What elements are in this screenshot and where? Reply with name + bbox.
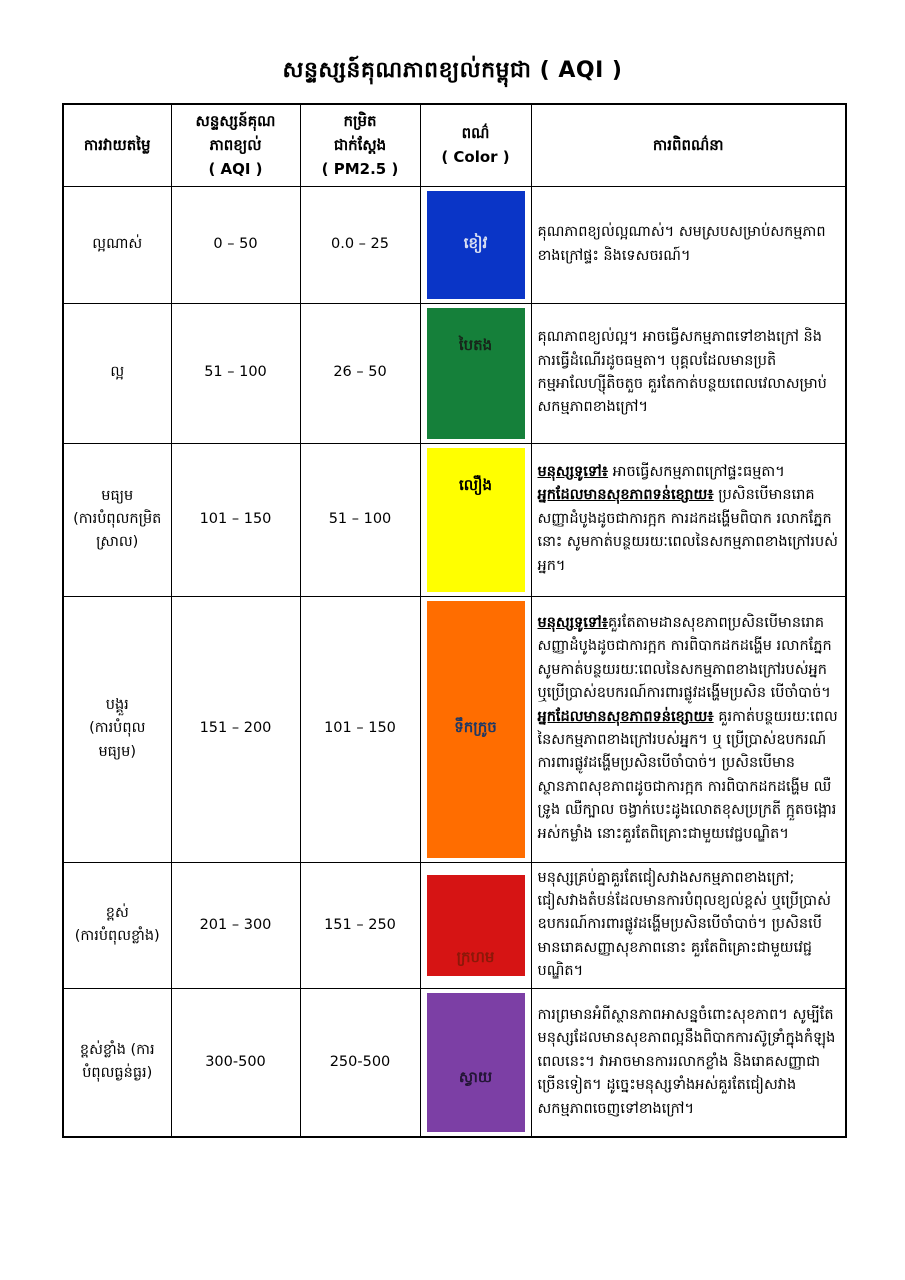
rating-line: ល្អណាស់ <box>92 235 143 252</box>
rating-cell <box>63 862 171 988</box>
description-text: គុណភាពខ្យល់ល្អណាស់។ សមស្របសម្រាប់សកម្មភាពខាងក្រៅផ្ទះ និងទេសចរណ៍។ <box>537 224 826 264</box>
description-text: ការព្រមានអំពីស្ថានភាពអាសន្នចំពោះសុខភាព។ សូម្បីតែមនុស្សដែលមានសុខភាពល្អនឹងពិបាកការស៊ូទ្រាំក្នុងកំឡុងពេលនេះ។ វាអាចមានការរលាកខ្លាំង និងរោគសញ្ញាជាច្រើនទៀត។ ដូច្នេះមនុស្សទាំងអស់គួរតែជៀសវាងសកម្មភាពចេញទៅខាងក្រៅ។ <box>537 1006 836 1117</box>
header-line: កម្រិត <box>343 112 377 131</box>
rating-cell <box>63 186 171 303</box>
description-text: អាចធ្វើសកម្មភាពក្រៅផ្ទះធម្មតា។ <box>608 463 785 480</box>
rating-cell <box>63 988 171 1137</box>
color-name-label: ទឹកក្រូច <box>454 718 497 736</box>
pm25-range-cell: 151 – 250 <box>300 862 420 988</box>
rating-cell <box>63 596 171 862</box>
color-cell <box>420 303 531 443</box>
rating-line: (ការបំពុលខ្លាំង) <box>74 928 160 945</box>
color-cell <box>420 443 531 596</box>
color-name-label: ខៀវ <box>463 233 488 252</box>
header-line: ភាពខ្យល់ <box>209 136 262 155</box>
description-paragraph <box>538 484 840 578</box>
description-text: គុណភាពខ្យល់ល្អ។ អាចធ្វើសកម្មភាពទៅខាងក្រៅ និងការធ្វើដំណើរដូចធម្មតា។ បុគ្គលដែលមានប្រតិកម្មអាលែហ្ស៊ីតិចតួច គួរតែកាត់បន្ថយពេលវេលាសម្រាប់សកម្មភាពខាងក្រៅ។ <box>537 329 827 416</box>
header-line: ( Color ) <box>441 148 510 167</box>
description-text: មនុស្សគ្រប់គ្នាគួរតែជៀសវាងសកម្មភាពខាងក្រៅ; ជៀសវាងតំបន់ដែលមានការបំពុលខ្យល់ខ្ពស់ ឬប្រើប្រាស់ឧបករណ៍ការពារផ្លូវដង្ហើមប្រសិនបើចាំបាច់។ ប្រសិនបើមានរោគសញ្ញាសុខភាពនោះ គួរតែពិគ្រោះជាមួយវេជ្ជបណ្ឌិត។ <box>537 869 831 980</box>
header-color <box>420 104 531 186</box>
color-swatch <box>427 448 525 592</box>
header-line: ( AQI ) <box>208 160 263 179</box>
description-heading: អ្នកដែលមានសុខភាពទន់ខ្សោយ៖ <box>537 708 714 725</box>
rating-line: ខ្ពស់ <box>105 905 129 922</box>
description-text: ប្រសិនបើមានរោគសញ្ញាដំបូងដូចជាការក្អក ការដកដង្ហើមពិបាក រលាកភ្នែកនោះ សូមកាត់បន្ថយរយៈពេលនៃសកម្មភាពខាងក្រៅរបស់អ្នក។ <box>537 487 838 574</box>
color-cell <box>420 596 531 862</box>
description-text: គួរកាត់បន្ថយរយៈពេលនៃសកម្មភាពខាងក្រៅរបស់អ្នក។ ឬ ប្រើប្រាស់ឧបករណ៍ការពារផ្លូវដង្ហើមប្រសិនបើចាំបាច់។ ប្រសិនបើមានស្ថានភាពសុខភាពដូចជាការក្អក ការពិបាកដកដង្ហើម ឈឺទ្រូង ឈឺក្បាល ចង្វាក់បេះដូងលោតខុសប្រក្រតី ក្អួតចង្អោរ អស់កម្លាំង នោះគួរតែពិគ្រោះជាមួយវេជ្ជបណ្ឌិត។ <box>537 708 838 842</box>
description-paragraph <box>538 867 840 984</box>
rating-cell <box>63 443 171 596</box>
rating-cell <box>63 303 171 443</box>
header-line: ការពិពណ៌នា <box>652 136 724 155</box>
table-row <box>63 862 846 988</box>
aqi-table <box>62 103 847 1138</box>
header-aqi <box>171 104 300 186</box>
rating-line: បង្គួរ <box>105 697 129 714</box>
description-heading: មនុស្សទូទៅ៖ <box>537 463 609 480</box>
table-row <box>63 988 846 1137</box>
pm25-range-cell: 51 – 100 <box>300 443 420 596</box>
aqi-range-cell: 0 – 50 <box>171 186 300 303</box>
rating-line: ខ្ពស់ខ្លាំង (ការ <box>79 1042 155 1059</box>
header-line: ជាក់ស្ដែង <box>333 136 387 155</box>
header-description <box>531 104 846 186</box>
aqi-range-cell: 201 – 300 <box>171 862 300 988</box>
description-paragraph <box>538 612 840 706</box>
color-swatch <box>427 875 525 976</box>
pm25-range-cell: 26 – 50 <box>300 303 420 443</box>
description-cell <box>531 862 846 988</box>
description-cell <box>531 988 846 1137</box>
description-cell <box>531 303 846 443</box>
pm25-range-cell: 250-500 <box>300 988 420 1137</box>
page-title: សន្ទស្សន៍គុណភាពខ្យល់កម្ពុជា ( AQI ) <box>282 58 623 83</box>
description-cell <box>531 443 846 596</box>
pm25-range-cell: 101 – 150 <box>300 596 420 862</box>
header-line: ( PM2.5 ) <box>321 160 399 179</box>
rating-line: មធ្យម <box>101 487 134 504</box>
table-header-row <box>63 104 846 186</box>
table-row <box>63 596 846 862</box>
aqi-range-cell: 300-500 <box>171 988 300 1137</box>
pm25-range-cell: 0.0 – 25 <box>300 186 420 303</box>
color-name-label: ស្វាយ <box>458 1068 493 1087</box>
table-row <box>63 443 846 596</box>
description-cell <box>531 596 846 862</box>
color-cell <box>420 988 531 1137</box>
header-pm25 <box>300 104 420 186</box>
aqi-range-cell: 101 – 150 <box>171 443 300 596</box>
color-name-label: បៃតង <box>458 335 493 354</box>
header-line: ពណ៌ <box>461 124 490 143</box>
header-evaluation <box>63 104 171 186</box>
description-cell <box>531 186 846 303</box>
color-cell <box>420 186 531 303</box>
color-swatch <box>427 601 525 858</box>
description-heading: អ្នកដែលមានសុខភាពទន់ខ្សោយ៖ <box>537 487 714 504</box>
rating-line: មធ្យម) <box>98 743 137 760</box>
description-paragraph <box>538 1004 840 1121</box>
color-cell <box>420 862 531 988</box>
rating-line: (ការបំពុលកម្រិត <box>73 510 162 527</box>
header-line: សន្ទស្សន៍គុណ <box>195 112 276 131</box>
description-text: គួរតែតាមដានសុខភាពប្រសិនបើមានរោគសញ្ញាដំបូងដូចជាការក្អក ការពិបាកដកដង្ហើម រលាកភ្នែក សូមកាត់បន្ថយរយៈពេលនៃសកម្មភាពខាងក្រៅរបស់អ្នក ឬប្រើប្រាស់ឧបករណ៍ការពារផ្លូវដង្ហើមប្រសិន បើចាំបាច់។ <box>537 614 832 702</box>
description-paragraph <box>538 461 840 484</box>
header-line: ការវាយតម្លៃ <box>83 136 151 155</box>
description-paragraph <box>538 326 840 420</box>
description-paragraph <box>538 221 840 268</box>
rating-line: បំពុលធ្ងន់ធ្ងរ) <box>82 1065 153 1082</box>
aqi-range-cell: 51 – 100 <box>171 303 300 443</box>
rating-line: (ការបំពុល <box>89 720 146 737</box>
rating-line: ស្រាល) <box>96 534 139 551</box>
rating-line: ល្អ <box>110 364 125 381</box>
description-heading: មនុស្សទូទៅ៖ <box>537 614 609 631</box>
table-row <box>63 186 846 303</box>
color-name-label: ក្រហម <box>456 947 495 966</box>
color-swatch <box>427 191 525 299</box>
aqi-range-cell: 151 – 200 <box>171 596 300 862</box>
color-swatch <box>427 308 525 439</box>
table-row <box>63 303 846 443</box>
color-swatch <box>427 993 525 1132</box>
description-paragraph <box>538 706 840 847</box>
color-name-label: លឿង <box>458 475 493 494</box>
